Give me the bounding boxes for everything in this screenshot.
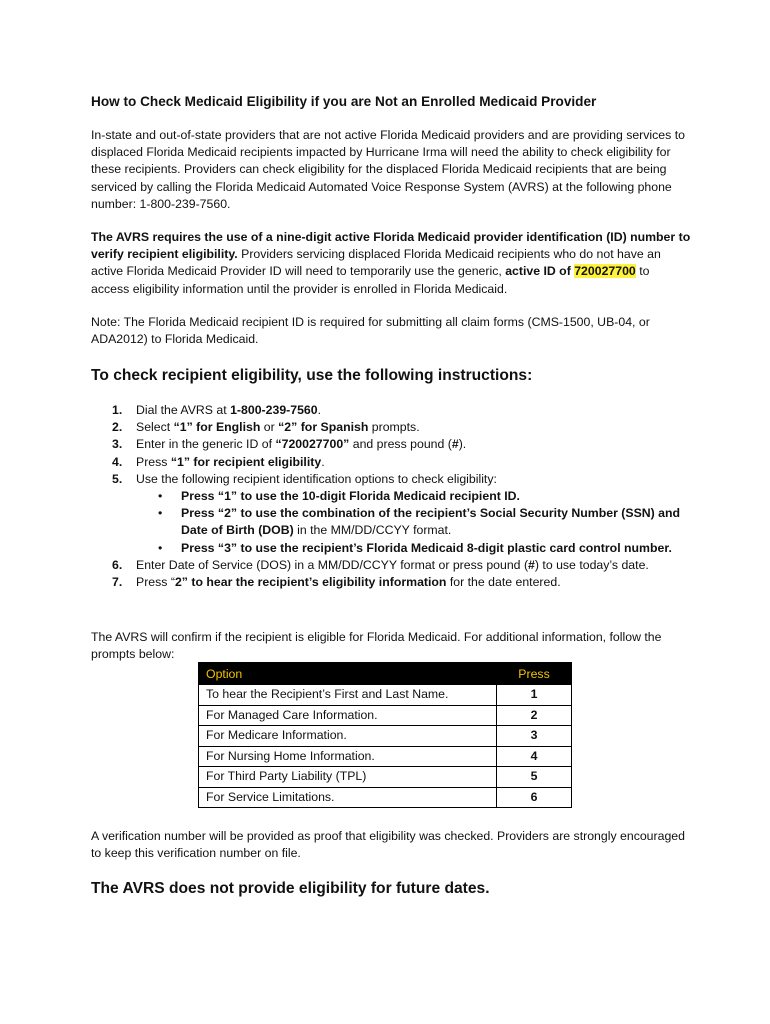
bullet-icon: •: [158, 489, 163, 504]
phone-number: 1-800-239-7560: [230, 403, 318, 417]
step-text: .: [317, 403, 322, 417]
option-bullet-1: [136, 488, 702, 505]
pound-key: #: [528, 557, 535, 572]
step-text: and press pound (: [349, 437, 452, 452]
note-paragraph: Note: The Florida Medicaid recipient ID is required for submitting all claim forms (CMS-1500, UB-04, or ADA2012) to Florida Medicaid.: [91, 315, 650, 347]
step-number: 4.: [112, 454, 123, 469]
press-cell: 6: [497, 787, 572, 808]
step-text: ).: [458, 437, 467, 452]
step-number: 5.: [112, 471, 123, 486]
press-cell: 3: [497, 726, 572, 747]
table-row: [199, 767, 572, 788]
instruction-steps-list: [112, 402, 702, 591]
step-text: prompts.: [368, 420, 420, 435]
option-text: Press “3” to use the recipient’s Florida Medicaid 8-digit plastic card control number.: [181, 540, 672, 555]
step-5: [112, 471, 702, 557]
step-number: 6.: [112, 557, 123, 572]
step-6: [112, 557, 702, 574]
future-dates-heading: The AVRS does not provide eligibility for future dates.: [91, 880, 490, 897]
option-cell: For Medicare Information.: [199, 726, 497, 747]
option-cell: To hear the Recipient’s First and Last Name.: [199, 685, 497, 706]
avrs-requirement-paragraph: [91, 229, 691, 298]
spanish-option: “2” for Spanish: [278, 420, 369, 435]
option-cell: For Third Party Liability (TPL): [199, 767, 497, 788]
table-row: [199, 705, 572, 726]
step-2: [112, 419, 702, 436]
press-cell: 5: [497, 767, 572, 788]
step-number: 1.: [112, 403, 123, 417]
step-4: [112, 454, 702, 471]
press-cell: 2: [497, 705, 572, 726]
option-column-header: Option: [199, 663, 497, 685]
step-text: or: [260, 420, 279, 435]
table-row: [199, 726, 572, 747]
step-text: Enter Date of Service (DOS) in a MM/DD/CCYY format or press pound (: [136, 557, 529, 572]
step-text: Press “: [136, 575, 175, 590]
step-text: ) to use today’s date.: [534, 557, 649, 572]
press-cell: 4: [497, 746, 572, 767]
intro-paragraph: In-state and out-of-state providers that are not active Florida Medicaid providers and are providing services to displaced Florida Medicaid recipients impacted by Hurricane Irma will need the ability to check eligibility for these recipients. Providers can check eligibility for the displaced Florida Medicaid recipients that are being serviced by calling the Florida Medicaid Automated Voice Response System (AVRS) at the following phone number: 1-800-239-7560.: [91, 128, 685, 211]
option-bullet-2: [136, 505, 702, 539]
step-number: 2.: [112, 420, 123, 435]
generic-id: “720027700”: [275, 437, 350, 452]
eligibility-info-option: 2” to hear the recipient’s eligibility information: [174, 575, 447, 590]
confirm-paragraph: The AVRS will confirm if the recipient is eligible for Florida Medicaid. For additional information, follow the prompts below:: [91, 630, 662, 662]
option-text: in the MM/DD/CCYY format.: [293, 523, 452, 538]
avrs-requirement-bold: The AVRS requires the use of a nine-digit active Florida Medicaid provider identification (ID) number to verify recipient eligibility.: [91, 230, 691, 262]
press-column-header: Press: [497, 663, 572, 685]
step-text: .: [321, 454, 325, 469]
option-text: Press “2” to use the combination of the recipient’s Social Security Number (SSN) and Date of Birth (DOB): [181, 506, 681, 538]
avrs-requirement-text-end: to access eligibility information until the provider is enrolled in Florida Medicaid.: [91, 264, 650, 296]
active-id-label: active ID of: [505, 264, 575, 279]
step-number: 7.: [112, 575, 123, 590]
step-number: 3.: [112, 437, 123, 452]
step-text: Use the following recipient identification options to check eligibility:: [136, 471, 497, 486]
step-text: Press: [136, 454, 171, 469]
bullet-icon: •: [158, 540, 163, 555]
table-row: [199, 685, 572, 706]
pound-key: #: [451, 437, 459, 452]
step-text: Dial the AVRS at: [136, 403, 231, 417]
prompt-options-table: [198, 662, 572, 808]
step-3: [112, 436, 702, 453]
eligibility-option: “1” for recipient eligibility: [170, 454, 322, 469]
instructions-heading: To check recipient eligibility, use the following instructions:: [91, 367, 533, 384]
option-cell: For Managed Care Information.: [199, 705, 497, 726]
option-cell: For Nursing Home Information.: [199, 746, 497, 767]
identification-options-list: [136, 488, 702, 557]
option-cell: For Service Limitations.: [199, 787, 497, 808]
step-text: Select: [136, 420, 174, 435]
table-row: [199, 787, 572, 808]
avrs-requirement-text: Providers servicing displaced Florida Medicaid recipients who do not have an active Florida Medicaid Provider ID will need to temporarily use the generic,: [91, 247, 661, 279]
generic-provider-id-highlight: 720027700: [574, 264, 636, 279]
table-header-row: [199, 663, 572, 685]
step-text: Enter in the generic ID of: [136, 437, 276, 452]
step-text: for the date entered.: [446, 575, 561, 590]
document-title: How to Check Medicaid Eligibility if you are Not an Enrolled Medicaid Provider: [91, 94, 597, 109]
press-cell: 1: [497, 685, 572, 706]
option-bullet-3: [136, 540, 702, 557]
step-7: [112, 574, 702, 591]
step-1: [112, 402, 702, 419]
option-text: Press “1” to use the 10-digit Florida Medicaid recipient ID.: [181, 489, 520, 504]
english-option: “1” for English: [173, 420, 261, 435]
bullet-icon: •: [158, 506, 163, 521]
table-row: [199, 746, 572, 767]
verification-paragraph: A verification number will be provided as proof that eligibility was checked. Providers are strongly encouraged to keep this verification number on file.: [91, 829, 685, 861]
